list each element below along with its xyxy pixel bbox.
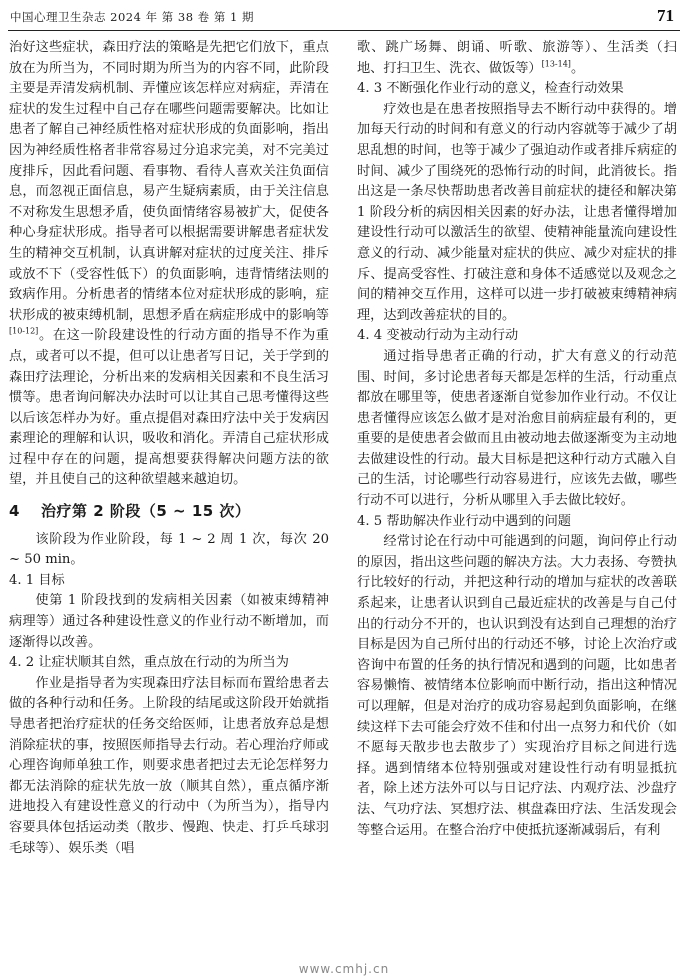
- paragraph: 治好这些症状，森田疗法的策略是先把它们放下，重点放在为所当为，不同时期为所当为的内容不同，此阶段主要是弄清发病机制、弄懂应该怎样应对病症，弄清在症状的发生过程中自己存在哪些问题需要解决。比如让患者了解自己神经质性格对症状形成的负面影响，指出因为神经质性格者非常容易过分追求完美，对不完美过度排斥，因此看问题、看事物、看待人喜欢关注负面信息，而忽视正面信息，易产生疑病素质，由于关注信息不对称发生思想矛盾，使负面情绪容易被扩大，促使各种心身症状形成。指导者可以根据需要讲解患者症状发生的精神交互机制，认真讲解对症状的过度关注、排斥或放不下（受容性低下）的负面影响，违背情绪法则的致病作用。分析患者的情绪本位对症状形成的影响，症状形成的被束缚机制，思想矛盾在病症形成中的影响等[10-12]。在这一阶段建设性的行动方面的指导不作为重点，或者可以不提，但可以让患者写日记，关于学到的森田疗法理论，分析出来的发病相关因素和不良生活习惯等。患者询问解决办法时可以让其自己思考懂得这些以后该怎样办为好。重点提倡对森田疗法中关于发病因素理论的理解和认识，吸收和消化。弄清自己症状形成过程中存在的问题，提高想要获得解决问题方法的欲望，并且使自己的这种欲望越来越迫切。: [9, 40, 329, 488]
- subsection-heading: 4. 4 变被动行动为主动行动: [357, 328, 519, 344]
- subsection-heading: 4. 1 目标: [9, 572, 65, 588]
- paragraph: 歌、跳广场舞、朗诵、听歌、旅游等）、生活类（扫地、打扫卫生、洗衣、做饭等）[13-14]。: [357, 40, 677, 76]
- header-rule: [8, 30, 680, 31]
- subsection-heading: 4. 3 不断强化作业行动的意义，检查行动效果: [357, 81, 624, 97]
- paragraph: 作业是指导者为实现森田疗法目标而布置给患者去做的各种行动和任务。上阶段的结尾或这阶段开始就指导患者把治疗症状的任务交给医师，让患者放弃总是想消除症状的事，按照医师指导去行动。若心理治疗师或心理咨询师单独工作，则要求患者把过去无论怎样努力都无法消除的症状先放一放（顺其自然），重点循序渐进地投入有建设性意义的行动中（为所当为），指导内容要具体包括运动类（散步、慢跑、快走、打乒乓球羽毛球等）、娱乐类（唱: [9, 675, 329, 856]
- paragraph: 疗效也是在患者按照指导去不断行动中获得的。增加每天行动的时间和有意义的行动内容就等于减少了胡思乱想的时间，也等于减少了强迫动作或者排斥病症的时间、减少了围绕死的恐怖行动的时间，此消彼长。指出这是一条尽快帮助患者改善目前症状的捷径和解决第 1 阶段分析的病因相关因素的好办法，让患者懂得增加建设性行动可以激活生的欲望、使精神能量流向建设性意义的行动、减少能量对症状的供应、减少对症状的排斥、提高受容性、打破注意和身体不适感觉以及观念之间的精神交互作用，这样可以进一步打破被束缚精神病理，达到改善症状的目的。: [357, 101, 677, 323]
- paragraph: 经常讨论在行动中可能遇到的问题，询问停止行动的原因，指出这些问题的解决方法。大力表扬、夸赞执行比较好的行动，并把这种行动的增加与症状的改善联系起来，让患者认识到自己最近症状的改善是与自己付出的行动分不开的，也认识到没有达到自己理想的治疗目标是因为自己所付出的行动还不够，讨论上次治疗或咨询中布置的任务的执行情况和遇到的问题，比如患者容易懒惰、被情绪本位影响而中断行动，指出这种情况可以理解，但是对治疗的成功容易起到负面影响，在继续这样下去可能会疗效不佳和付出一点努力和代价（如不愿每天散步也去散步了）实现治疗目标之间进行选择。遇到情绪本位特别强或对建设性行动有明显抵抗者，除上述方法外可以与日记疗法、内观疗法、沙盘疗法、气功疗法、冥想疗法、棋盘森田疗法、生活发现会等整合运用。在整合治疗中使抵抗逐渐减弱后，有利: [357, 534, 677, 838]
- page-header: [0, 0, 688, 34]
- paragraph: 通过指导患者正确的行动，扩大有意义的行动范围、时间，多讨论患者每天都是怎样的生活，行动重点都放在哪里等，使患者逐渐自觉参加作业行动。不仅让患者懂得应该怎么做才是对治愈目前病症最有利的，更重要的是使患者会做而且由被动地去做逐渐变为主动地去做建设性的行动。最大目标是把这种行动方式融入自己的生活，讨论哪些行动容易进行，应该先去做，哪些行动不可以进行，分析从哪里入手去做比较好。: [357, 348, 677, 509]
- paragraph: 使第 1 阶段找到的发病相关因素（如被束缚精神病理等）通过各种建设性意义的作业行动不断增加，而逐渐得以改善。: [9, 593, 329, 650]
- journal-info: 中国心理卫生杂志 2024 年 第 38 卷 第 1 期: [10, 10, 254, 24]
- citation: [10-12]: [9, 326, 39, 336]
- left-column: [9, 38, 329, 859]
- subsection-heading: 4. 2 让症状顺其自然，重点放在行动的为所当为: [9, 655, 289, 671]
- site-watermark: www.cmhj.cn: [298, 962, 390, 976]
- section-heading: 4 治疗第 2 阶段（5 ~ 15 次）: [9, 502, 251, 521]
- page-number: 71: [657, 6, 674, 25]
- citation: [13-14]: [541, 59, 571, 69]
- right-column: [357, 38, 677, 841]
- paragraph: 该阶段为作业阶段，每 1 ~ 2 周 1 次，每次 20 ~ 50 min。: [9, 531, 329, 568]
- subsection-heading: 4. 5 帮助解决作业行动中遇到的问题: [357, 513, 571, 529]
